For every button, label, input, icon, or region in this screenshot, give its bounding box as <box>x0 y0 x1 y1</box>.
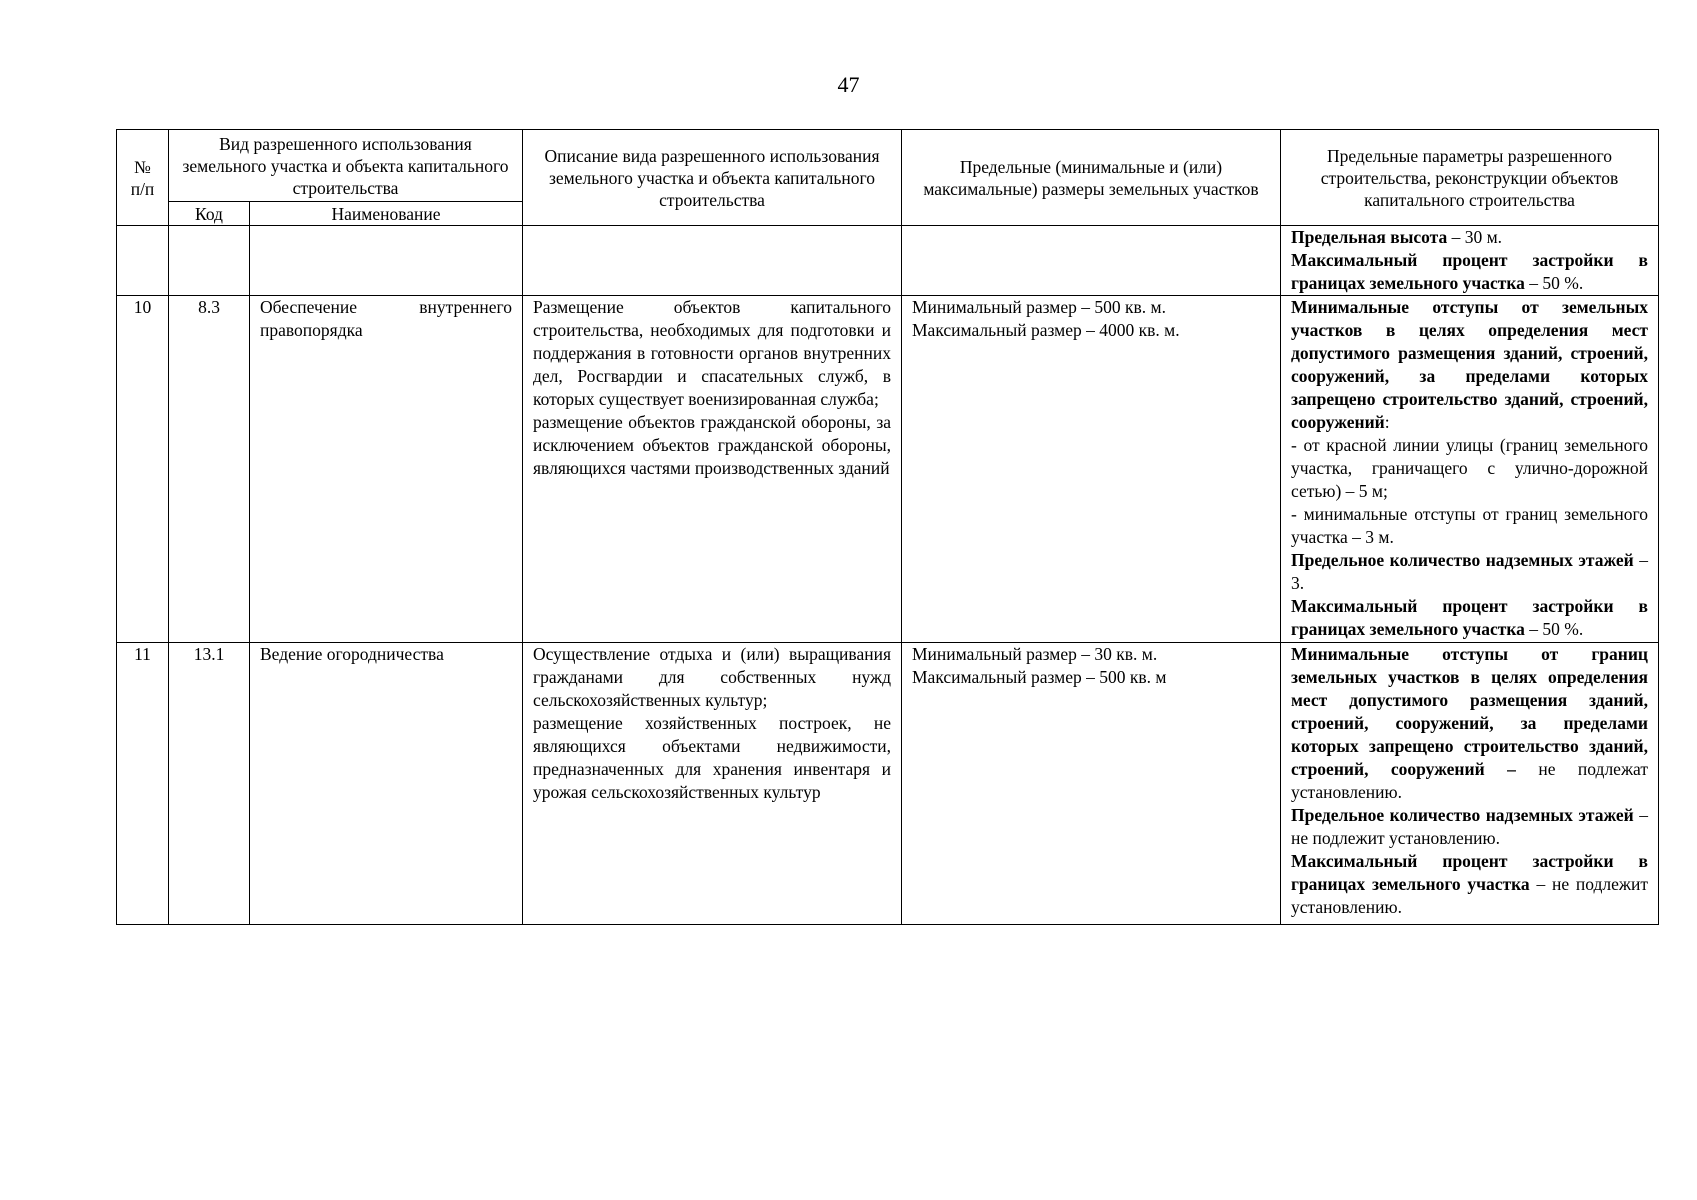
size-line: Минимальный размер – 30 кв. м. <box>912 644 1158 664</box>
header-num: № п/п <box>117 130 169 226</box>
param-bold-text: Предельное количество надземных этажей <box>1291 550 1634 570</box>
header-description: Описание вида разрешенного использования земельного участка и объекта капитального строительства <box>523 130 902 226</box>
description-paragraph: Осуществление отдыха и (или) выращивания гражданами для собственных нужд сельскохозяйственных культур; <box>533 644 891 710</box>
size-line: Максимальный размер – 500 кв. м <box>912 667 1167 687</box>
land-use-table <box>116 129 1659 925</box>
row-sizes-cell <box>902 226 1281 296</box>
param-plain-text: – 50 %. <box>1524 273 1584 293</box>
param-paragraph <box>1291 643 1648 804</box>
row-description-cell <box>523 643 902 925</box>
row-num-cell: 11 <box>117 643 169 925</box>
header-sizes: Предельные (минимальные и (или) максимальные) размеры земельных участков <box>902 130 1281 226</box>
header-kind-group: Вид разрешенного использования земельного участка и объекта капитального строительства <box>169 130 523 202</box>
param-plain-text: – не подлежит установлению. <box>1291 874 1648 917</box>
row-params-cell <box>1281 643 1659 925</box>
param-paragraph <box>1291 226 1648 249</box>
row-params-cell <box>1281 226 1659 296</box>
param-plain-text: - минимальные отступы от границ земельного участка – 3 м. <box>1291 504 1648 547</box>
param-bold-text: Предельное количество надземных этажей <box>1291 805 1634 825</box>
table-row <box>117 226 1659 296</box>
row-description-cell <box>523 226 902 296</box>
row-num-cell: 10 <box>117 296 169 643</box>
param-paragraph <box>1291 434 1648 503</box>
row-name-cell <box>250 226 523 296</box>
param-paragraph <box>1291 804 1648 850</box>
row-code-cell: 13.1 <box>169 643 250 925</box>
row-name-cell: Обеспечение внутреннего правопорядка <box>250 296 523 643</box>
row-sizes-cell <box>902 643 1281 925</box>
table-header <box>117 130 1659 226</box>
param-plain-text: - от красной линии улицы (границ земельного участка, граничащего с улично-дорожной сетью) – 5 м; <box>1291 435 1648 501</box>
param-plain-text: – 30 м. <box>1447 227 1503 247</box>
table-row <box>117 296 1659 643</box>
description-paragraph: Размещение объектов капитального строительства, необходимых для подготовки и поддержания в готовности органов внутренних дел, Росгвардии и спасательных служб, в которых существует военизированная служба; <box>533 297 891 409</box>
param-paragraph <box>1291 850 1648 919</box>
param-bold-text: Максимальный процент застройки в границах земельного участка <box>1291 851 1648 894</box>
param-bold-text: Максимальный процент застройки в границах земельного участка <box>1291 596 1648 639</box>
param-paragraph <box>1291 549 1648 595</box>
param-plain-text: – 50 %. <box>1524 619 1584 639</box>
param-bold-text: Минимальные отступы от земельных участков в целях определения мест допустимого размещения зданий, строений, сооружений, за пределами которых запрещено строительство зданий, строений, сооружений <box>1291 297 1648 432</box>
description-paragraph: размещение хозяйственных построек, не являющихся объектами недвижимости, предназначенных для хранения инвентаря и урожая сельскохозяйственных культур <box>533 713 891 802</box>
row-description-cell <box>523 296 902 643</box>
param-paragraph <box>1291 595 1648 641</box>
row-params-cell <box>1281 296 1659 643</box>
header-params: Предельные параметры разрешенного строительства, реконструкции объектов капитального строительства <box>1281 130 1659 226</box>
param-plain-text: – не подлежит установлению. <box>1291 805 1649 848</box>
size-line: Максимальный размер – 4000 кв. м. <box>912 320 1180 340</box>
param-bold-text: Предельная высота <box>1291 227 1448 247</box>
description-paragraph: размещение объектов гражданской обороны, за исключением объектов гражданской обороны, являющихся частями производственных зданий <box>533 412 891 478</box>
param-paragraph <box>1291 503 1648 549</box>
param-bold-text: Минимальные отступы от границ земельных участков в целях определения мест допустимого размещения зданий, строений, сооружений, за пределами которых запрещено строительство зданий, строений, сооружений – <box>1291 644 1648 779</box>
table-body <box>117 226 1659 925</box>
table-row <box>117 643 1659 925</box>
param-paragraph <box>1291 249 1648 295</box>
param-paragraph <box>1291 296 1648 434</box>
row-sizes-cell <box>902 296 1281 643</box>
row-code-cell <box>169 226 250 296</box>
row-name-cell: Ведение огородничества <box>250 643 523 925</box>
page-number: 47 <box>837 72 860 97</box>
param-bold-text: Максимальный процент застройки в границах земельного участка <box>1291 250 1648 293</box>
param-plain-text: – 3. <box>1291 550 1649 593</box>
header-name: Наименование <box>250 202 523 226</box>
param-plain-text: не подлежат установлению. <box>1291 759 1649 802</box>
param-plain-text: : <box>1384 412 1390 432</box>
header-code: Код <box>169 202 250 226</box>
row-code-cell: 8.3 <box>169 296 250 643</box>
row-num-cell <box>117 226 169 296</box>
size-line: Минимальный размер – 500 кв. м. <box>912 297 1166 317</box>
